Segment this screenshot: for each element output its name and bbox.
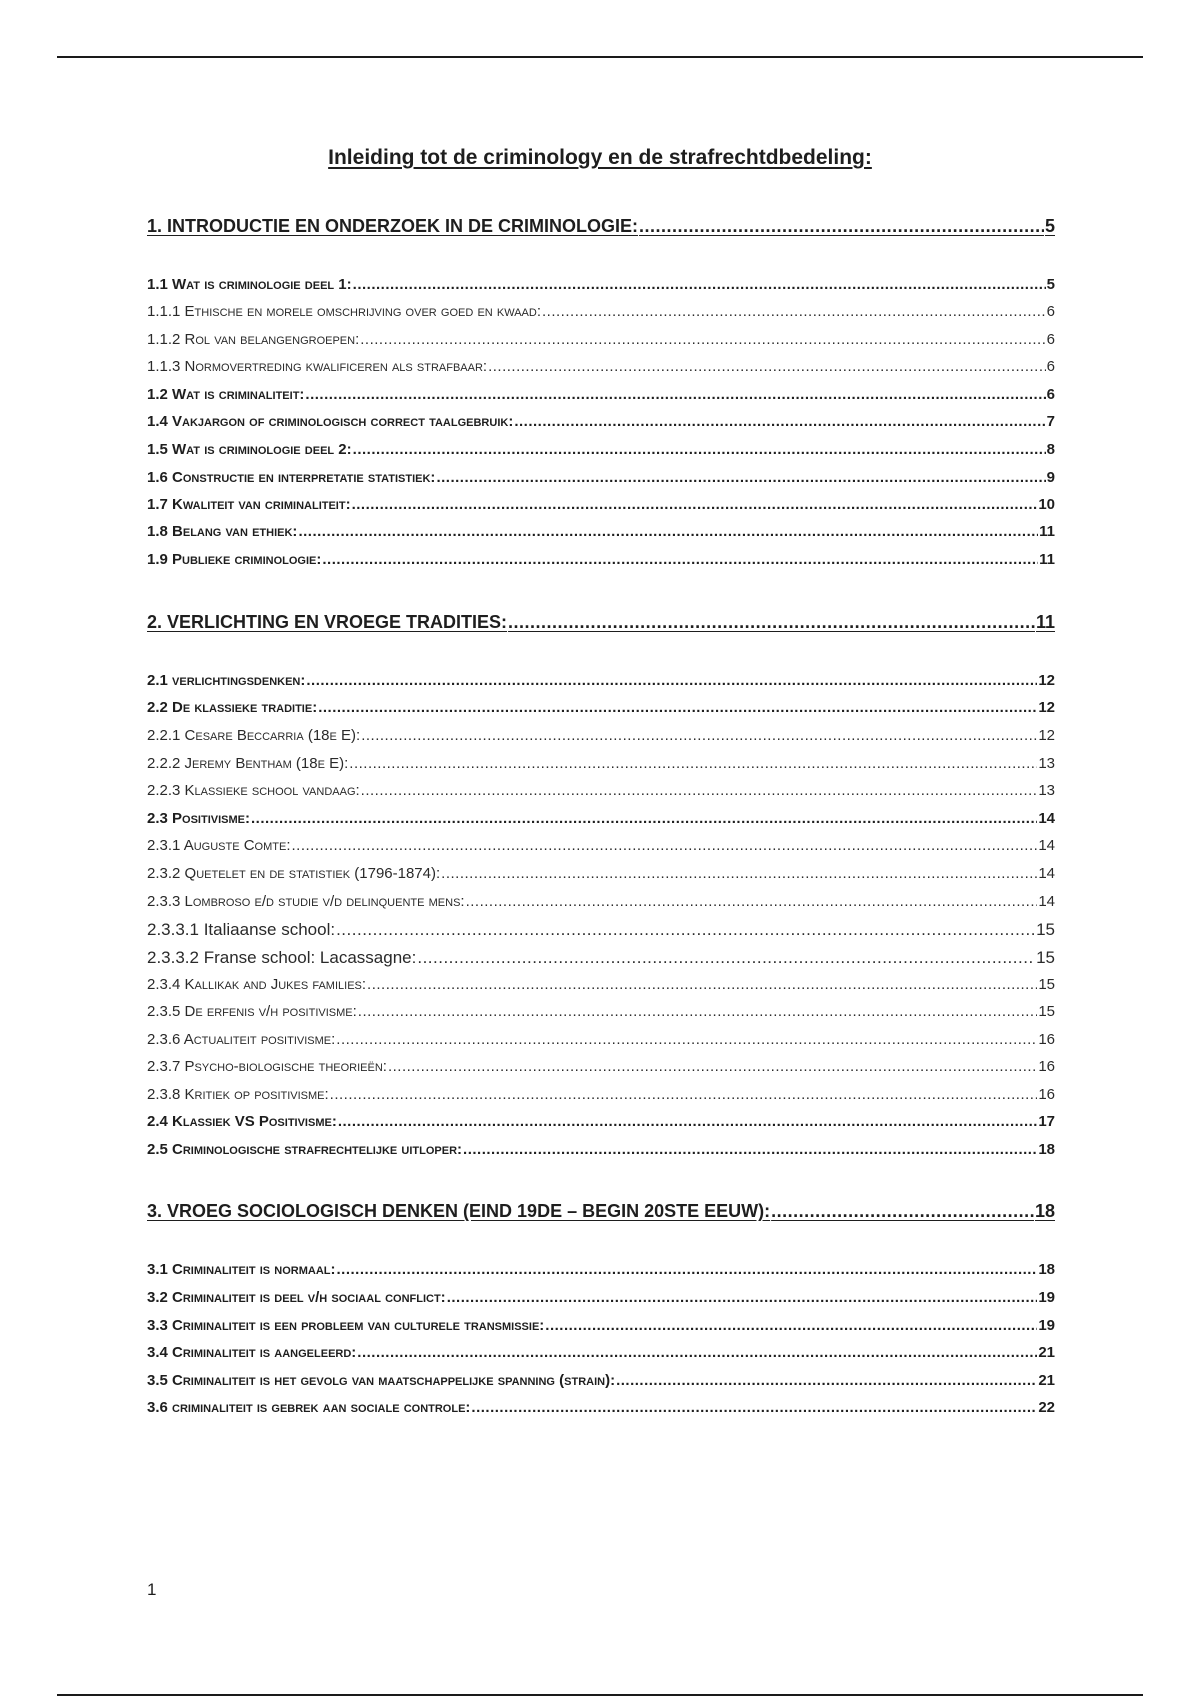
toc-entry-label: 3.4 Criminaliteit is aangeleerd:: [147, 1344, 357, 1361]
toc-entry[interactable]: [147, 216, 1055, 242]
toc-entry-label: 2.3.8 Kritiek op positivisme:: [147, 1086, 329, 1103]
toc-entry-label: 2. VERLICHTING EN VROEGE TRADITIES:: [147, 612, 508, 632]
toc-entry-label: 3.6 criminaliteit is gebrek aan sociale controle:: [147, 1399, 471, 1416]
toc-entry[interactable]: [147, 1261, 1055, 1287]
dot-leader: [488, 358, 1046, 375]
toc-entry-label: 2.2.2 Jeremy Bentham (18e E):: [147, 755, 349, 772]
toc-entry-label: 2.3.3.2 Franse school: Lacassagne:: [147, 948, 417, 967]
toc-entry-label: 2.3.2 Quetelet en de statistiek (1796-1874):: [147, 865, 441, 882]
dot-leader: [542, 303, 1046, 320]
toc-entry[interactable]: [147, 1289, 1055, 1315]
dot-leader: [349, 755, 1037, 772]
toc-entry-page: 6: [1046, 386, 1055, 403]
toc-entry-page: 14: [1038, 810, 1055, 827]
toc-entry-page: 15: [1036, 920, 1055, 939]
toc-entry[interactable]: [147, 1372, 1055, 1398]
toc-entry-page: 21: [1038, 1372, 1055, 1389]
toc-entry-label: 1.6 Constructie en interpretatie statistiek:: [147, 469, 436, 486]
toc-entry-page: 21: [1038, 1344, 1055, 1361]
toc-entry-label: 3.3 Criminaliteit is een probleem van culturele transmissie:: [147, 1317, 545, 1334]
toc-entry[interactable]: [147, 976, 1055, 1002]
toc-entry-page: 15: [1036, 948, 1055, 967]
dot-leader: [616, 1372, 1037, 1389]
dot-leader: [360, 331, 1045, 348]
toc-entry-page: 18: [1038, 1261, 1055, 1278]
toc-entry[interactable]: [147, 276, 1055, 302]
toc-entry-page: 13: [1038, 755, 1055, 772]
page-number: 1: [147, 1580, 157, 1599]
toc-entry-page: 14: [1038, 837, 1055, 854]
toc-entry-label: 1.9 Publieke criminologie:: [147, 551, 322, 568]
toc-entry[interactable]: [147, 727, 1055, 753]
dot-leader: [336, 920, 1035, 940]
toc-entry-label: 3.2 Criminaliteit is deel v/h sociaal conflict:: [147, 1289, 446, 1306]
toc-entry-label: 1.1 Wat is criminologie deel 1:: [147, 276, 352, 293]
toc-entry-page: 14: [1038, 893, 1055, 910]
toc-entry-page: 13: [1038, 782, 1055, 799]
dot-leader: [357, 1344, 1037, 1361]
toc-entry[interactable]: [147, 865, 1055, 891]
toc-entry[interactable]: [147, 1399, 1055, 1425]
dot-leader: [358, 1003, 1038, 1020]
toc-entry-page: 10: [1038, 496, 1055, 513]
toc-entry-label: 2.4 Klassiek VS Positivisme:: [147, 1113, 337, 1130]
toc-entry-page: 19: [1038, 1289, 1055, 1306]
toc-entry[interactable]: [147, 1031, 1055, 1057]
toc-entry-label: 2.1 verlichtingsdenken:: [147, 672, 306, 689]
toc-entry-label: 1.1.3 Normovertreding kwalificeren als strafbaar:: [147, 358, 488, 375]
dot-leader: [318, 699, 1037, 716]
toc-entry-page: 5: [1044, 216, 1055, 236]
toc-entry-label: 2.3 Positivisme:: [147, 810, 250, 827]
dot-leader: [336, 1031, 1037, 1048]
toc-entry-label: 2.3.1 Auguste Comte:: [147, 837, 291, 854]
toc-entry-label: 2.3.3 Lombroso e/d studie v/d delinquente mens:: [147, 893, 465, 910]
toc-entry-page: 18: [1034, 1201, 1055, 1221]
toc-entry-label: 1.4 Vakjargon of criminologisch correct taalgebruik:: [147, 413, 514, 430]
dot-leader: [639, 216, 1044, 237]
toc-entry[interactable]: [147, 755, 1055, 781]
toc-entry-label: 1.1.1 Ethische en morele omschrijving over goed en kwaad:: [147, 303, 542, 320]
dot-leader: [292, 837, 1038, 854]
toc-entry-label: 1.1.2 Rol van belangengroepen:: [147, 331, 360, 348]
toc-entry-label: 2.2 De klassieke traditie:: [147, 699, 318, 716]
toc-entry-page: 6: [1046, 303, 1055, 320]
dot-leader: [353, 441, 1046, 458]
toc-entry-label: 2.5 Criminologische strafrechtelijke uitloper:: [147, 1141, 463, 1158]
toc-entry-page: 19: [1038, 1317, 1055, 1334]
toc-entry-page: 11: [1039, 523, 1055, 540]
toc-entry[interactable]: [147, 469, 1055, 495]
toc-entry[interactable]: [147, 551, 1055, 577]
toc-entry-label: 2.3.5 De erfenis v/h positivisme:: [147, 1003, 357, 1020]
toc-entry-page: 7: [1046, 413, 1055, 430]
dot-leader: [471, 1399, 1037, 1416]
toc-entry[interactable]: [147, 612, 1055, 638]
toc-entry[interactable]: [147, 1086, 1055, 1112]
toc-entry[interactable]: [147, 699, 1055, 725]
toc-entry-page: 15: [1038, 1003, 1055, 1020]
toc-entry[interactable]: [147, 672, 1055, 698]
toc-entry[interactable]: [147, 1113, 1055, 1139]
document-title: Inleiding tot de criminology en de strafrechtdbedeling:: [328, 146, 872, 169]
toc-entry-page: 6: [1046, 331, 1055, 348]
dot-leader: [322, 551, 1038, 568]
toc-entry[interactable]: [147, 1058, 1055, 1084]
dot-leader: [251, 810, 1037, 827]
dot-leader: [463, 1141, 1037, 1158]
dot-leader: [441, 865, 1037, 882]
dot-leader: [447, 1289, 1038, 1306]
toc-entry-label: 3.5 Criminaliteit is het gevolg van maatschappelijke spanning (strain):: [147, 1372, 616, 1389]
toc-entry-page: 22: [1038, 1399, 1055, 1416]
toc-entry-label: 1. INTRODUCTIE EN ONDERZOEK IN DE CRIMINOLOGIE:: [147, 216, 639, 236]
toc-entry[interactable]: [147, 496, 1055, 522]
toc-entry[interactable]: [147, 331, 1055, 357]
toc-entry[interactable]: [147, 1003, 1055, 1029]
toc-entry[interactable]: [147, 358, 1055, 384]
toc-entry-page: 8: [1046, 441, 1055, 458]
toc-entry-page: 14: [1038, 865, 1055, 882]
toc-entry[interactable]: [147, 441, 1055, 467]
dot-leader: [508, 612, 1035, 633]
header-rule: [57, 56, 1143, 58]
dot-leader: [305, 386, 1045, 403]
toc-entry[interactable]: [147, 1317, 1055, 1343]
dot-leader: [771, 1201, 1034, 1222]
toc-entry-page: 11: [1039, 551, 1055, 568]
toc-entry-page: 15: [1038, 976, 1055, 993]
toc-entry-page: 12: [1038, 727, 1055, 744]
toc-entry[interactable]: [147, 386, 1055, 412]
toc-entry-label: 1.7 Kwaliteit van criminaliteit:: [147, 496, 351, 513]
toc-entry-label: 1.8 Belang van ethiek:: [147, 523, 298, 540]
dot-leader: [298, 523, 1038, 540]
dot-leader: [353, 276, 1046, 293]
toc-entry-page: 5: [1046, 276, 1055, 293]
toc-entry-page: 16: [1038, 1058, 1055, 1075]
dot-leader: [388, 1058, 1037, 1075]
toc-entry[interactable]: [147, 523, 1055, 549]
toc-entry-label: 2.3.3.1 Italiaanse school:: [147, 920, 336, 939]
toc-entry-page: 16: [1038, 1031, 1055, 1048]
dot-leader: [466, 893, 1038, 910]
toc-entry[interactable]: [147, 1201, 1055, 1227]
dot-leader: [306, 672, 1037, 689]
toc-entry-page: 11: [1035, 612, 1055, 632]
toc-entry-page: 6: [1046, 358, 1055, 375]
toc-entry-label: 2.3.7 Psycho-biologische theorieën:: [147, 1058, 387, 1075]
toc-entry[interactable]: [147, 893, 1055, 919]
toc-entry-page: 17: [1038, 1113, 1055, 1130]
toc-entry[interactable]: [147, 782, 1055, 808]
dot-leader: [338, 1113, 1037, 1130]
dot-leader: [514, 413, 1045, 430]
toc-entry[interactable]: [147, 837, 1055, 863]
dot-leader: [417, 948, 1035, 968]
toc-entry-label: 1.5 Wat is criminologie deel 2:: [147, 441, 352, 458]
toc-entry-label: 2.3.6 Actualiteit positivisme:: [147, 1031, 336, 1048]
dot-leader: [337, 1261, 1038, 1278]
toc-entry[interactable]: [147, 948, 1055, 974]
toc-entry-label: 3.1 Criminaliteit is normaal:: [147, 1261, 336, 1278]
toc-entry-label: 2.2.3 Klassieke school vandaag:: [147, 782, 360, 799]
dot-leader: [545, 1317, 1037, 1334]
toc-entry[interactable]: [147, 303, 1055, 329]
toc-entry[interactable]: [147, 810, 1055, 836]
toc-entry-page: 18: [1038, 1141, 1055, 1158]
toc-entry[interactable]: [147, 1344, 1055, 1370]
dot-leader: [436, 469, 1045, 486]
toc-entry-page: 12: [1038, 699, 1055, 716]
dot-leader: [367, 976, 1037, 993]
toc-entry-label: 1.2 Wat is criminaliteit:: [147, 386, 305, 403]
dot-leader: [361, 727, 1037, 744]
dot-leader: [330, 1086, 1038, 1103]
toc-entry[interactable]: [147, 920, 1055, 946]
toc-entry-label: 3. VROEG SOCIOLOGISCH DENKEN (EIND 19DE – BEGIN 20STE EEUW):: [147, 1201, 771, 1221]
toc-entry-label: 2.2.1 Cesare Beccarria (18e E):: [147, 727, 361, 744]
toc-entry[interactable]: [147, 413, 1055, 439]
toc-entry-page: 12: [1038, 672, 1055, 689]
toc-entry[interactable]: [147, 1141, 1055, 1167]
dot-leader: [361, 782, 1038, 799]
toc-entry-label: 2.3.4 Kallikak and Jukes families:: [147, 976, 367, 993]
toc-entry-page: 16: [1038, 1086, 1055, 1103]
dot-leader: [352, 496, 1038, 513]
footer-rule: [57, 1694, 1143, 1696]
toc-entry-page: 9: [1046, 469, 1055, 486]
